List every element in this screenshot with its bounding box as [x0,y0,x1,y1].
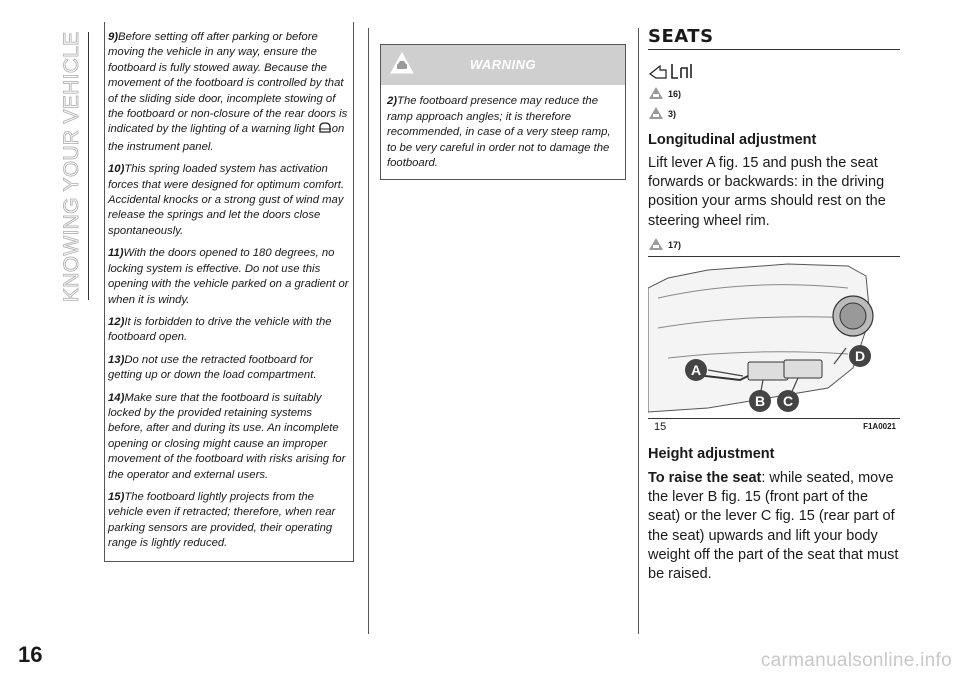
callout-D-label: D [854,348,866,364]
warning-header [381,45,625,85]
warning-text: 2)The footboard presence may reduce the ramp approach angles; it is therefore recommended, in case of a very steep ramp, to be very careful in order not to damage the footboard. [387,95,611,170]
door-warning-light-icon [318,122,332,139]
reference-16: 16) [648,84,900,104]
callout-C [777,390,799,412]
height-adjustment-section [648,446,900,584]
side-rule [88,32,89,300]
symbol-icons [648,60,696,82]
column-divider [638,28,639,634]
reference-17: 17) [648,235,900,255]
figure-15 [648,256,900,436]
footnote-10: 10)This spring loaded system has activation forces that were designed for optimum comfort. Accidental knocks or a strong gust of wind may release the springs and let the doors close spontaneously. [108,163,345,237]
title-rule [648,49,900,50]
footnote-14: 14)Make sure that the footboard is suitably locked by the provided retaining systems before, after and during its use. An incomplete opening or closing might cause an improper movement of the footboard with risks arising for the operator and external users. [108,391,346,481]
figure-rule-bottom [648,418,900,419]
footnote-11: 11)With the doors opened to 180 degrees, no locking system is effective. Do not use this opening with the vehicle parked on a gradient or when it is windy. [108,247,349,306]
callout-B [749,390,771,412]
warning-triangle-icon [648,237,664,253]
footnote-13: 13)Do not use the retracted footboard for getting up or down the load compartment. [108,353,317,382]
warning-triangle-icon [648,86,664,102]
side-section-title [48,30,88,310]
longitudinal-text: Lift lever A fig. 15 and push the seat forwards or backwards: in the driving position your arms should rest on the steering wheel rim. [648,155,886,229]
section-title: SEATS [648,26,714,47]
callout-C-label: C [782,393,794,409]
watermark: carmanualsonline.info [760,650,952,671]
figure-code: F1A0021 [863,422,896,431]
seat-illustration [648,258,900,418]
footnote-12: 12)It is forbidden to drive the vehicle with the footboard open. [108,315,332,344]
page-number: 16 [18,642,43,667]
reference-3: 3) [648,104,900,124]
seat-symbols [648,60,900,84]
warning-triangle-icon [648,106,664,122]
seats-section [648,26,900,255]
raise-seat-text: To raise the seat: while seated, move the lever B fig. 15 (front part of the seat) or the lever C fig. 15 (rear part of the seat) upwards and lift your body weight off the part of the seat that must be raised. [648,470,899,583]
footnote-9: 9)Before setting off after parking or before moving the vehicle in any way, ensure the footboard is fully stowed away. Because the movement of the footboard is controlled by that of the sliding side door, incomplete stowing of the footboard or non-closure of the rear doors is indicated by the lighting of a warning light on the instrument panel. [108,31,348,153]
column-divider [368,28,369,634]
callout-B-label: B [754,393,766,409]
height-heading: Height adjustment [648,446,775,462]
warning-box [380,44,626,180]
callout-D [849,345,871,367]
raise-seat-label: To raise the seat [648,470,762,486]
callout-A [685,359,707,381]
figure-rule-top [648,256,900,257]
figure-number: 15 [654,421,667,433]
side-title-text: KNOWING YOUR VEHICLE [60,31,83,302]
footnote-15: 15)The footboard lightly projects from the vehicle even if retracted; therefore, when rear parking sensors are provided, their operating range is lightly reduced. [108,490,336,550]
longitudinal-heading: Longitudinal adjustment [648,132,817,148]
callout-A-label: A [690,362,702,378]
footnotes-box [104,22,354,562]
warning-title: WARNING [469,57,537,72]
